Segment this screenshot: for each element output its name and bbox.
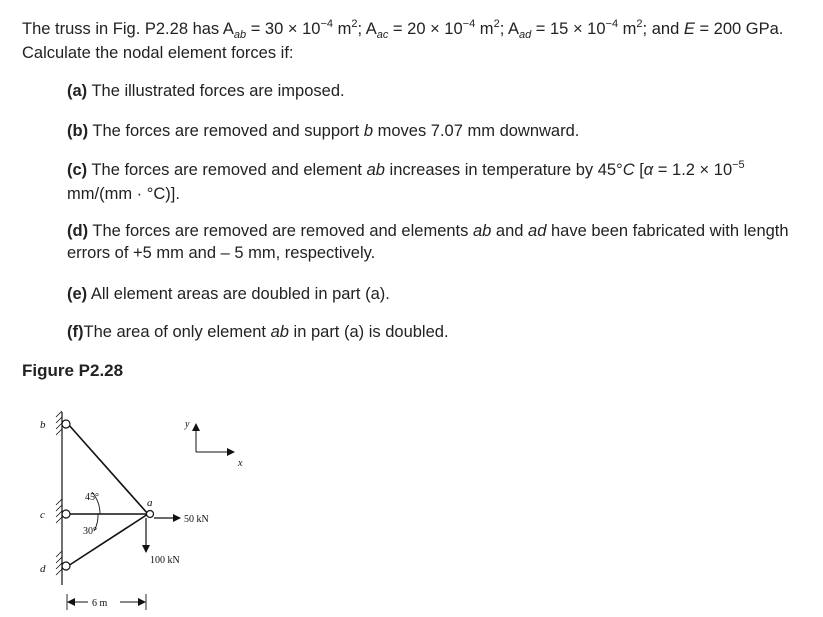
support-d-pin [62, 562, 70, 570]
angle-45-label: 45° [85, 492, 99, 503]
node-d-label: d [40, 563, 46, 575]
member-ad [68, 514, 148, 566]
member-ab [68, 424, 148, 514]
y-axis-label: y [185, 419, 190, 430]
figure-title: Figure P2.28 [22, 361, 124, 380]
node-c-label: c [40, 509, 45, 521]
part-e: (e) All element areas are doubled in part (a). [67, 285, 390, 303]
node-b-label: b [40, 419, 46, 431]
node-a-joint [147, 511, 154, 518]
support-c-pin [62, 510, 70, 518]
node-a-label: a [147, 497, 153, 509]
part-f: (f)The area of only element ab in part (a) is doubled. [67, 323, 449, 341]
x-axis-label: x [238, 458, 243, 469]
support-b-pin [62, 420, 70, 428]
wall-hatching [56, 411, 62, 575]
part-d: (d) The forces are removed are removed and elements ab and ad have been fabricated with length errors of +5 mm and – 5 mm, respectively. [67, 222, 789, 262]
force-100kn-label: 100 kN [150, 555, 180, 566]
angle-30-label: 30° [83, 526, 97, 537]
force-50kn-label: 50 kN [184, 514, 209, 525]
problem-statement: The truss in Fig. P2.28 has $A_{ab} = 30 \times 10^{-4}$ $m^2$; $A_{ac} = 20 \times 10^{-4}$ $m^2$; $A_{ad} = 15 \times 10^{-4}$ $m^2$; and E = 200 GPa. Calculate the nodal element forces if: [22, 18, 784, 62]
part-b: (b) The forces are removed and support b moves 7.07 mm downward. [67, 122, 580, 140]
part-c: (c) The forces are removed and element ab increases in temperature by 45°C [$\alpha = 1.2 \times 10^{-5}$ mm/(mm · °C)]. [67, 159, 745, 203]
dimension-label: 6 m [92, 598, 108, 609]
part-a: (a) The illustrated forces are imposed. [67, 82, 345, 100]
